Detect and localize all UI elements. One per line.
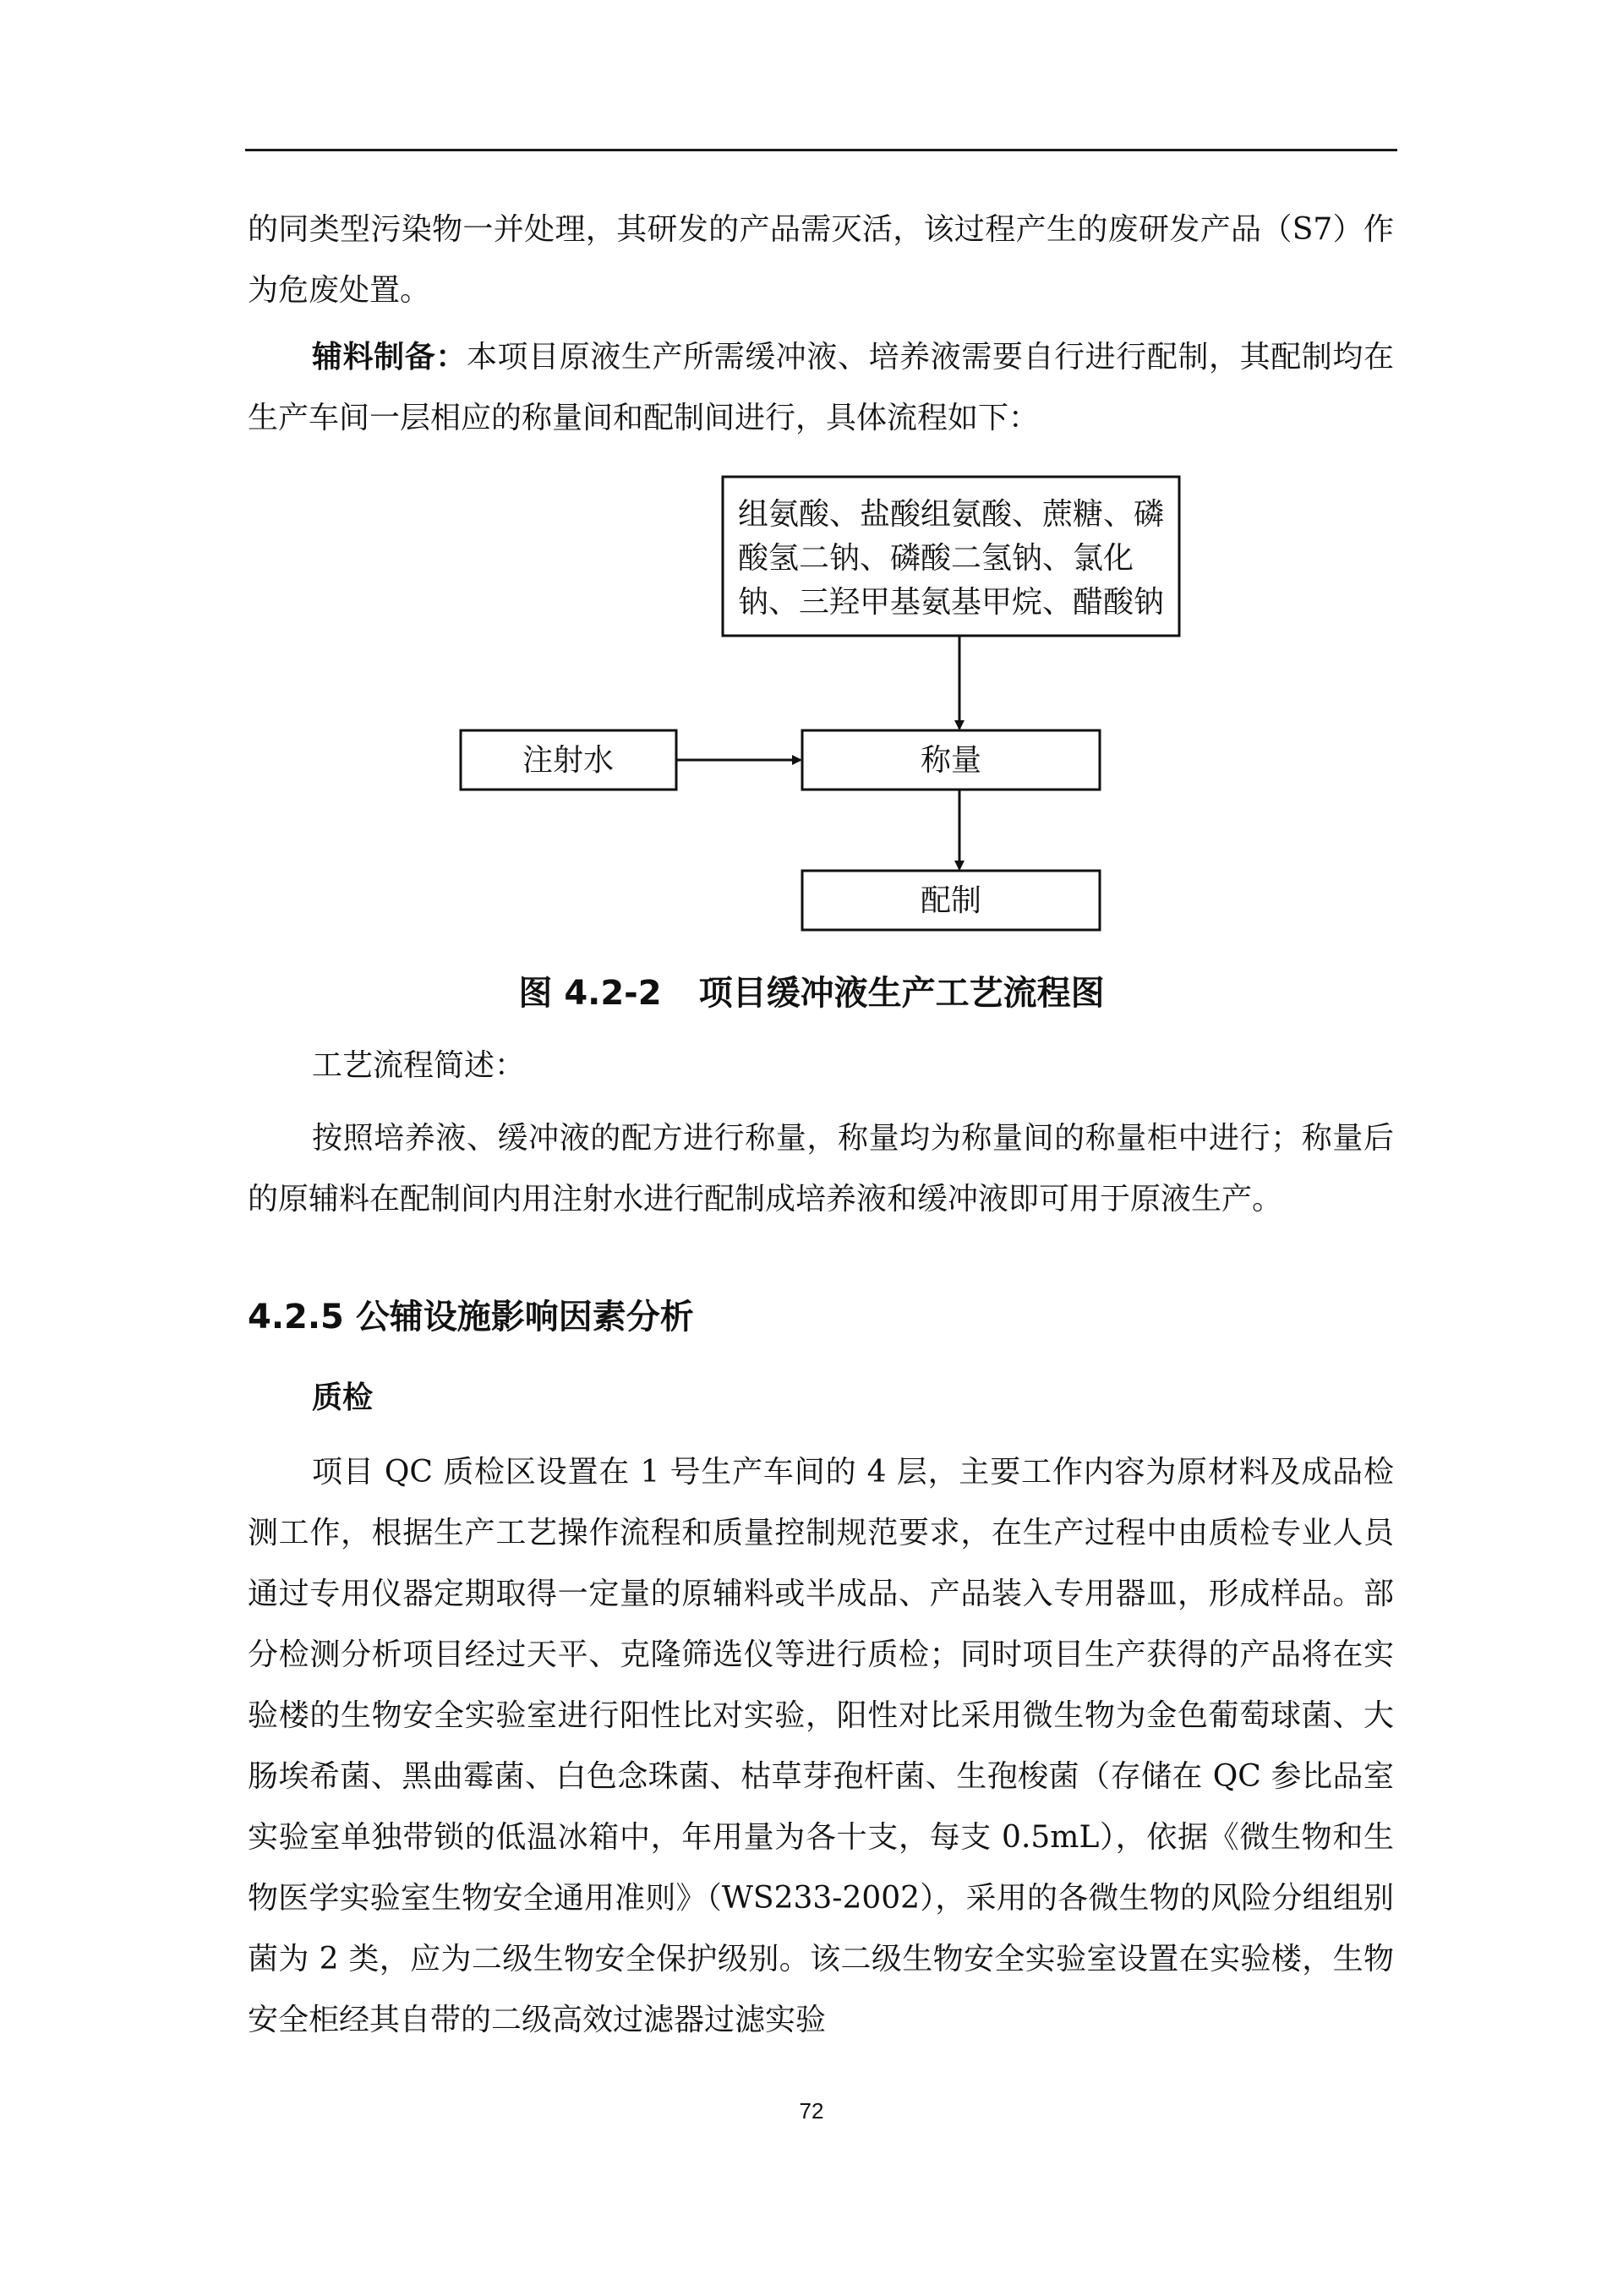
figure-title: 项目缓冲液生产工艺流程图 bbox=[698, 974, 1105, 1013]
water-label: 注射水 bbox=[522, 743, 615, 778]
figure-caption bbox=[0, 968, 1623, 1019]
materials-line-1: 组氨酸、盐酸组氨酸、蔗糖、磷 bbox=[738, 497, 1165, 532]
materials-line-3: 钠、三羟甲基氨基甲烷、醋酸钠 bbox=[738, 585, 1165, 620]
section-heading: 4.2.5 公辅设施影响因素分析 bbox=[248, 1298, 694, 1337]
preparation-label: 配制 bbox=[920, 883, 982, 918]
materials-line-2: 酸氢二钠、磷酸二氢钠、氯化 bbox=[738, 541, 1134, 576]
subsection-heading: 质检 bbox=[312, 1380, 374, 1415]
paragraph-body: 本项目原液生产所需缓冲液、培养液需要自行进行配制，其配制均在生产车间一层相应的称量间和配制间进行，具体流程如下： bbox=[248, 340, 1394, 435]
process-flowchart bbox=[0, 0, 1623, 947]
paragraph-quality-inspection: 项目 QC 质检区设置在 1 号生产车间的 4 层，主要工作内容为原材料及成品检测工作，根据生产工艺操作流程和质量控制规范要求，在生产过程中由质检专业人员通过专用仪器定期取得一定量的原辅料或半成品、产品装入专用器皿，形成样品。部分检测分析项目经过天平、克隆筛选仪等进行质检；同时项目生产获得的产品将在实验楼的生物安全实验室进行阳性比对实验，阳性对比采用微生物为金色葡萄球菌、大肠埃希菌、黑曲霉菌、白色念珠菌、枯草芽孢杆菌、生孢梭菌（存储在 QC 参比品室实验室单独带锁的低温冰箱中，年用量为各十支，每支 0.5mL），依据《微生物和生物医学实验室生物安全通用准则》（WS233-2002），采用的各微生物的风险分组组别菌为 2 类，应为二级生物安全保护级别。该二级生物安全实验室设置在实验楼，生物安全柜经其自带的二级高效过滤器过滤实验 bbox=[248, 1455, 1394, 2037]
weighing-label: 称量 bbox=[920, 743, 982, 778]
page-number: 72 bbox=[799, 2098, 824, 2124]
figure-number: 图 4.2-2 bbox=[518, 974, 662, 1013]
paragraph-continuation: 的同类型污染物一并处理，其研发的产品需灭活，该过程产生的废研发产品（S7）作为危废处置。 bbox=[248, 212, 1394, 308]
paragraph-process-summary: 按照培养液、缓冲液的配方进行称量，称量均为称量间的称量柜中进行；称量后的原辅料在配制间内用注射水进行配制成培养液和缓冲液即可用于原液生产。 bbox=[248, 1121, 1394, 1216]
paragraph-process-summary-label: 工艺流程简述： bbox=[312, 1048, 526, 1083]
paragraph-lead: 辅料制备： bbox=[312, 339, 467, 374]
